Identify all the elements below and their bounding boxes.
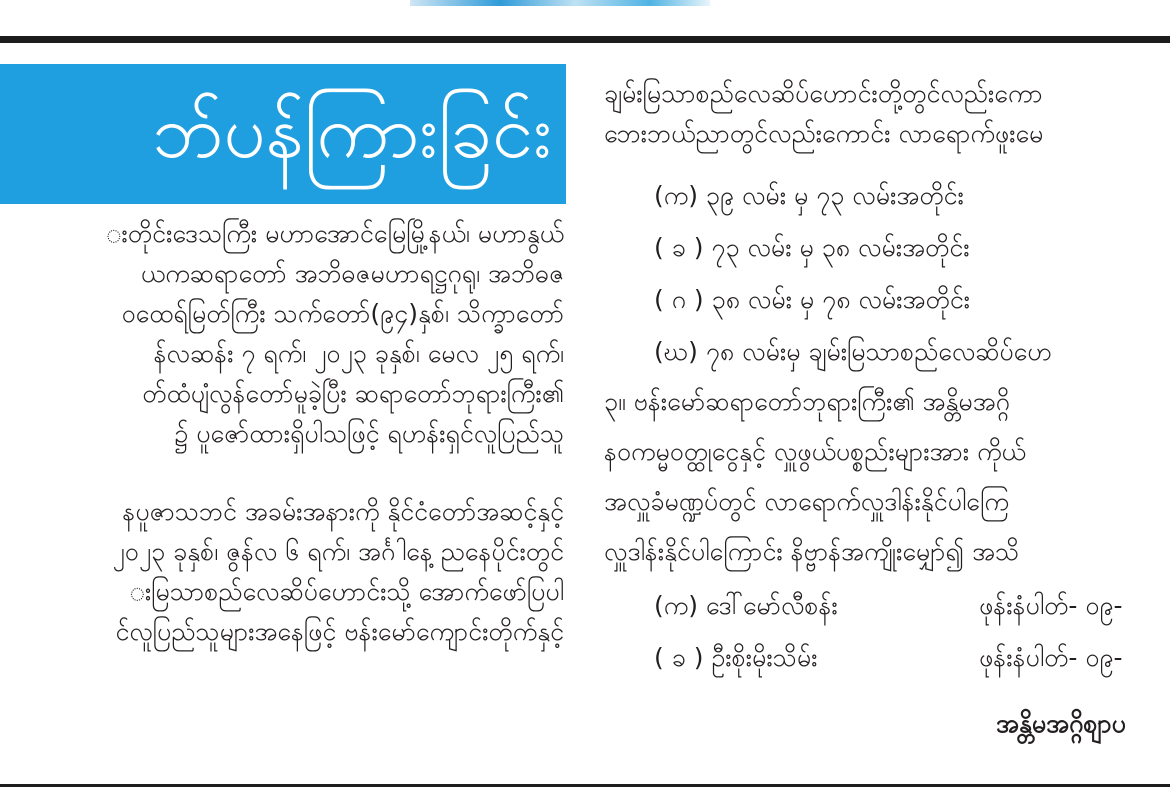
contact-item: [654, 586, 1170, 626]
paragraph-line: ၌ ပူဇော်ထားရှိပါသဖြင့် ရဟန်းရှင်လူပြည်သူ: [174, 419, 564, 448]
contact-name: ( ခ ) ဦးစိုးမိုးသိမ်း: [654, 643, 818, 672]
contact-phone: ဖုန်းနံပါတ်- ၀၉-: [979, 591, 1123, 620]
route-item: ( ဂ ) ၃၈ လမ်း မှ ၇၈ လမ်းအတိုင်း: [654, 285, 971, 314]
paragraph-line: ၂၀၂၃ ခုနှစ်၊ ဇွန်လ ၆ ရက်၊ အင်္ဂါနေ့ ညနေပိုင်းတွင်: [112, 537, 564, 566]
left-column: [0, 214, 570, 714]
paragraph-line: တ်ထံပျံလွန်တော်မူခဲ့ပြီး ဆရာတော်ဘုရားကြီး၏: [142, 379, 564, 408]
paragraph-line: ဘေးဘယ်ညာတွင်လည်းကောင်း လာရောက်ဖူးမေ: [604, 119, 1044, 148]
contact-phone: ဖုန်းနံပါတ်- ၀၉-: [979, 643, 1123, 672]
paragraph-line: င်လူပြည်သူများအနေဖြင့် ဗန်းမော်ကျောင်းတိုက်နှင့်: [115, 617, 564, 646]
paragraph-line: းတိုင်းဒေသကြီး မဟာအောင်မြေမြို့နယ်၊ မဟာနွယ်: [105, 219, 564, 248]
paragraph-line: ချမ်းမြသာစည်လေဆိပ်ဟောင်းတို့တွင်လည်းကော: [604, 79, 1043, 108]
paragraph-line: အလှူခံမဏ္ဍပ်တွင် လာရောက်လှူဒါန်းနိုင်ပါကြေ: [604, 487, 1009, 516]
route-item: (ဃ) ၇၈ လမ်းမှ ချမ်းမြသာစည်လေဆိပ်ဟေ: [654, 337, 1052, 366]
bottom-rule: [0, 784, 1170, 787]
paragraph-line: ဝထေရ်မြတ်ကြီး သက်တော်(၉၄)နှစ်၊ သိက္ခာတော်: [121, 299, 564, 328]
paragraph-line: းမြသာစည်လေဆိပ်ဟောင်းသို့ အောက်ဖော်ပြပါ: [129, 577, 564, 606]
route-item: (က) ၃၉ လမ်း မှ ၇၃ လမ်းအတိုင်း: [654, 181, 964, 210]
paragraph-line: ယကဆရာတော် အဘိဓဇမဟာရဋ္ဌဂုရု၊ အဘိဓဇ: [140, 259, 564, 288]
headline-banner: [0, 64, 566, 204]
paragraph-line: နပူဇာသဘင် အခမ်းအနားကို နိုင်ငံတော်အဆင့်နှင့်: [122, 497, 564, 526]
right-column: [604, 64, 1170, 744]
contact-item: [654, 638, 1170, 678]
paragraph-line: န်လဆန်း ၇ ရက်၊ ၂၀၂၃ ခုနှစ်၊ မေလ ၂၅ ရက်၊: [153, 339, 564, 368]
top-rule: [0, 36, 1170, 43]
paragraph-line: နဝကမ္မဝတ္ထုငွေနှင့် လှူဖွယ်ပစ္စည်းများအား ကိုယ်: [604, 437, 1026, 466]
paragraph-line: လှူဒါန်းနိုင်ပါကြောင်း နိဗ္ဗာန်အကျိုးမျှော်၍ အသိ: [604, 537, 1020, 566]
route-item: ( ခ ) ၇၃ လမ်း မှ ၃၈ လမ်းအတိုင်း: [654, 233, 970, 262]
headline: ဘ်ပန်ကြားခြင်း: [152, 89, 552, 175]
signature: အန္တိမအဂ္ဂိစျာပ: [996, 709, 1126, 738]
contact-name: (က) ဒေါ်မော်လီစန်း: [654, 591, 838, 620]
paragraph-line: ၃။ ဗန်းမော်ဆရာတော်ဘုရားကြီး၏ အန္တိမအဂ္ဂိ: [604, 387, 1010, 416]
masthead-logo-fragment: [410, 0, 710, 6]
